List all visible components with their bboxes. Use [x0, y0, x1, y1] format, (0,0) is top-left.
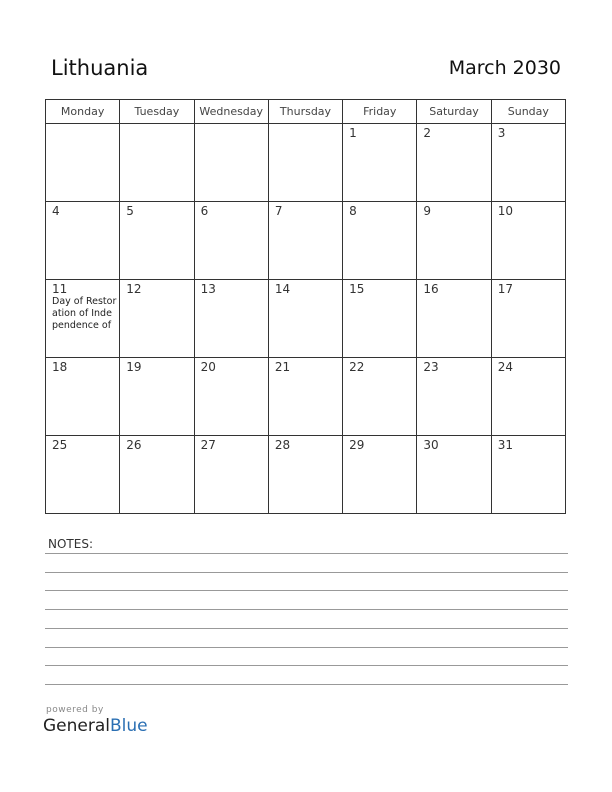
- day-number: 11: [52, 282, 68, 296]
- weekday-header: Sunday: [491, 100, 565, 124]
- weekday-header: Wednesday: [194, 100, 268, 124]
- day-cell: [120, 436, 194, 514]
- day-number: [195, 124, 268, 126]
- day-number: 8: [349, 204, 357, 218]
- day-number: 1: [349, 126, 357, 140]
- calendar-grid: [45, 99, 566, 514]
- day-cell: [46, 202, 120, 280]
- day-number: 31: [497, 438, 513, 452]
- day-cell: [120, 280, 194, 358]
- note-line: [45, 609, 568, 610]
- note-line: [45, 572, 568, 573]
- day-number: 29: [349, 438, 365, 452]
- brand-logo: [43, 716, 148, 736]
- week-row: [46, 124, 566, 202]
- weekday-header-row: [46, 100, 566, 124]
- week-row: [46, 202, 566, 280]
- day-cell: [46, 124, 120, 202]
- note-line: [45, 684, 568, 685]
- calendar-month: March 2030: [448, 57, 561, 79]
- day-number: 26: [126, 438, 142, 452]
- day-number: 17: [497, 282, 513, 296]
- day-cell: [268, 280, 342, 358]
- day-number: 23: [423, 360, 439, 374]
- note-line: [45, 665, 568, 666]
- day-cell: [343, 280, 417, 358]
- weekday-header: Thursday: [268, 100, 342, 124]
- holiday-label: Day of Restoration of Independence of: [52, 296, 117, 331]
- day-cell: [491, 202, 565, 280]
- day-cell: [46, 280, 120, 358]
- day-cell: [46, 358, 120, 436]
- day-number: [269, 124, 342, 126]
- weekday-header: Monday: [46, 100, 120, 124]
- note-line: [45, 590, 568, 591]
- powered-by-text: powered by: [46, 705, 104, 715]
- calendar-country: Lithuania: [51, 56, 149, 80]
- day-cell: [194, 358, 268, 436]
- day-number: 15: [349, 282, 365, 296]
- day-cell: [268, 124, 342, 202]
- day-number: 7: [274, 204, 283, 218]
- day-number: 28: [274, 438, 291, 452]
- note-line: [45, 553, 568, 554]
- day-number: 3: [497, 126, 506, 140]
- day-number: 5: [126, 204, 134, 218]
- brand-blue: Blue: [110, 716, 148, 736]
- day-cell: [491, 436, 565, 514]
- day-cell: [194, 124, 268, 202]
- day-cell: [194, 436, 268, 514]
- day-number: 4: [52, 204, 60, 218]
- day-cell: [491, 124, 565, 202]
- day-number: 19: [126, 360, 142, 374]
- day-cell: [268, 202, 342, 280]
- note-line: [45, 647, 568, 648]
- day-cell: [417, 358, 491, 436]
- week-row: [46, 358, 566, 436]
- day-number: 22: [349, 360, 365, 374]
- weekday-header: Friday: [343, 100, 417, 124]
- day-number: 10: [497, 204, 513, 218]
- day-cell: [194, 202, 268, 280]
- day-cell: [120, 202, 194, 280]
- day-cell: [491, 280, 565, 358]
- week-row: [46, 280, 566, 358]
- weekday-header: Saturday: [417, 100, 491, 124]
- day-number: 6: [200, 204, 209, 218]
- day-cell: [120, 124, 194, 202]
- day-number: 18: [52, 360, 68, 374]
- day-cell: [417, 202, 491, 280]
- day-cell: [268, 436, 342, 514]
- day-cell: [343, 436, 417, 514]
- day-cell: [417, 436, 491, 514]
- day-cell: [46, 436, 120, 514]
- day-number: [120, 124, 193, 126]
- day-cell: [343, 124, 417, 202]
- day-number: 30: [423, 438, 439, 452]
- week-row: [46, 436, 566, 514]
- day-number: 27: [200, 438, 216, 452]
- day-cell: [417, 124, 491, 202]
- day-number: 21: [274, 360, 291, 374]
- day-cell: [268, 358, 342, 436]
- day-number: [46, 124, 119, 126]
- day-cell: [343, 202, 417, 280]
- day-number: 13: [200, 282, 216, 296]
- day-number: 9: [423, 204, 432, 218]
- day-cell: [491, 358, 565, 436]
- day-number: 2: [423, 126, 432, 140]
- weekday-header: Tuesday: [120, 100, 194, 124]
- day-number: 16: [423, 282, 439, 296]
- day-cell: [194, 280, 268, 358]
- day-cell: [343, 358, 417, 436]
- day-number: 14: [274, 282, 291, 296]
- day-number: 12: [126, 282, 142, 296]
- day-cell: [120, 358, 194, 436]
- notes-label: NOTES:: [48, 537, 93, 551]
- day-cell: [417, 280, 491, 358]
- brand-general: General: [43, 716, 110, 736]
- day-number: 24: [497, 360, 513, 374]
- day-number: 25: [52, 438, 68, 452]
- day-number: 20: [200, 360, 216, 374]
- note-line: [45, 628, 568, 629]
